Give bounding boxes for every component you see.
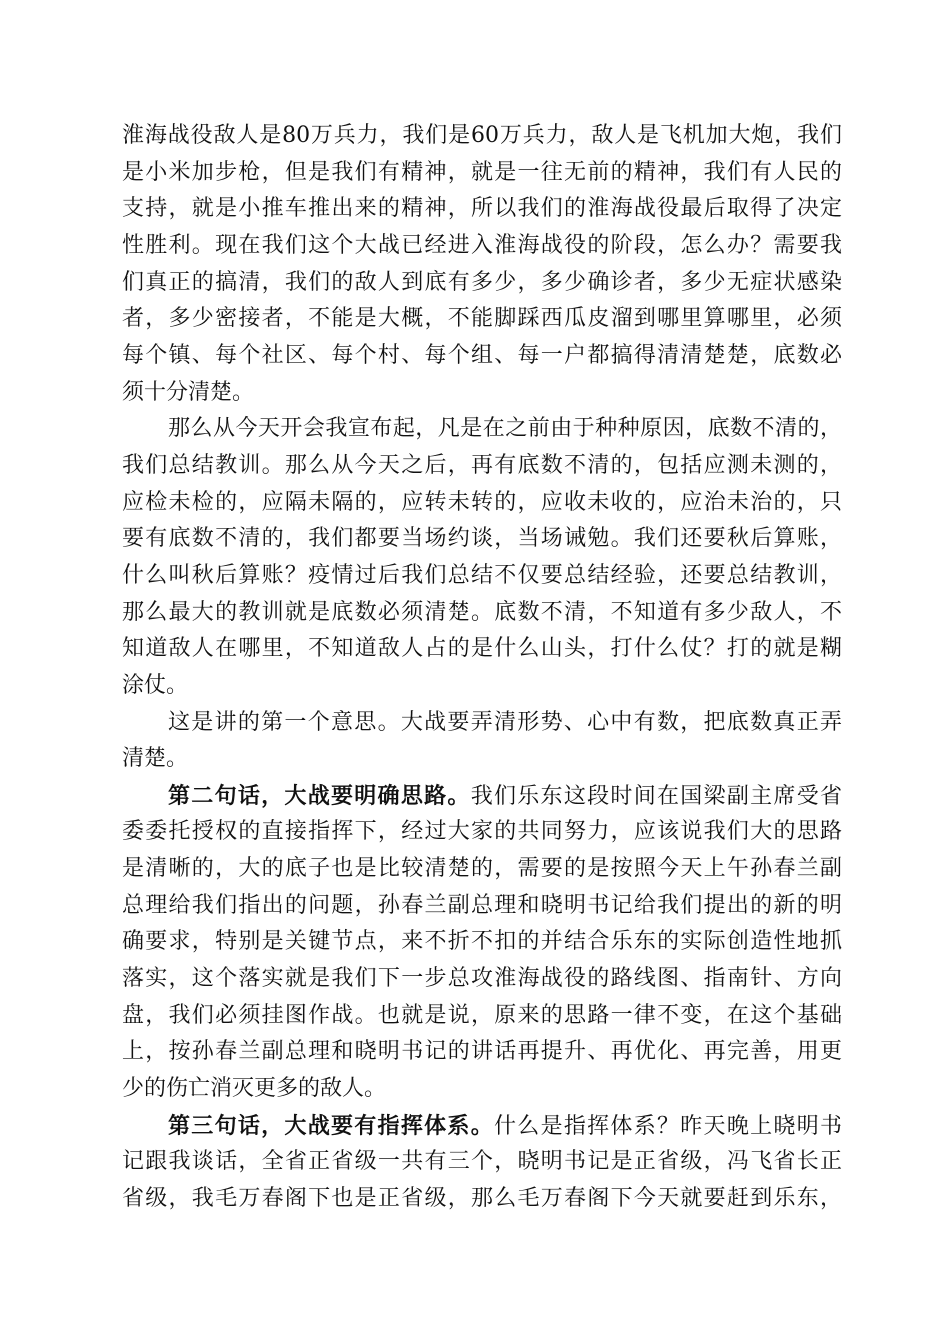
line-text: 要有底数不清的，我们都要当场约谈，当场诫勉。我们还要秋后算账， bbox=[122, 526, 842, 552]
text-line bbox=[122, 411, 842, 448]
line-text: 涂仗。 bbox=[122, 672, 189, 698]
line-text: 清楚。 bbox=[122, 746, 189, 772]
section-heading: 第三句话，大战要有指挥体系。 bbox=[168, 1112, 494, 1139]
line-text: 知道敌人在哪里，不知道敌人占的是什么山头，打什么仗？打的就是糊 bbox=[122, 636, 842, 662]
line-text: 落实，这个落实就是我们下一步总攻淮海战役的路线图、指南针、方向 bbox=[122, 966, 842, 992]
text-line bbox=[122, 1181, 842, 1218]
line-text: 性胜利。现在我们这个大战已经进入淮海战役的阶段，怎么办？需要我 bbox=[122, 232, 842, 258]
line-text: 盘，我们必须挂图作战。也就是说，原来的思路一律不变，在这个基础 bbox=[122, 1002, 842, 1028]
text-line bbox=[122, 228, 842, 265]
line-text: 什么是指挥体系？昨天晚上晓明书 bbox=[494, 1113, 842, 1139]
text-line bbox=[122, 1108, 842, 1145]
text-line bbox=[122, 485, 842, 522]
text-line bbox=[122, 741, 842, 778]
line-text: 什么叫秋后算账？疫情过后我们总结不仅要总结经验，还要总结教训， bbox=[122, 562, 842, 588]
text-line bbox=[122, 1034, 842, 1071]
text-line bbox=[122, 155, 842, 192]
line-text: 少的伤亡消灭更多的敌人。 bbox=[122, 1076, 387, 1102]
line-text: 这是讲的第一个意思。大战要弄清形势、心中有数，把底数真正弄 bbox=[168, 709, 842, 735]
line-text: 我们总结教训。那么从今天之后，再有底数不清的，包括应测未测的， bbox=[122, 452, 842, 478]
text-line bbox=[122, 814, 842, 851]
line-text: 我们乐东这段时间在国梁副主席受省 bbox=[470, 783, 842, 809]
document-body bbox=[122, 118, 842, 1218]
section-heading: 第二句话，大战要明确思路。 bbox=[168, 782, 471, 809]
line-text: 是小米加步枪，但是我们有精神，就是一往无前的精神，我们有人民的 bbox=[122, 159, 842, 185]
line-text: 上，按孙春兰副总理和晓明书记的讲话再提升、再优化、再完善，用更 bbox=[122, 1039, 842, 1065]
line-text: 淮海战役敌人是80万兵力，我们是60万兵力，敌人是飞机加大炮，我们 bbox=[122, 123, 842, 148]
text-line bbox=[122, 851, 842, 888]
line-text: 应检未检的，应隔未隔的，应转未转的，应收未收的，应治未治的，只 bbox=[122, 489, 842, 515]
text-line bbox=[122, 448, 842, 485]
text-line bbox=[122, 924, 842, 961]
text-line bbox=[122, 595, 842, 632]
line-text: 那么最大的教训就是底数必须清楚。底数不清，不知道有多少敌人，不 bbox=[122, 599, 842, 625]
paragraph bbox=[122, 705, 842, 778]
text-line bbox=[122, 1071, 842, 1108]
paragraph bbox=[122, 411, 842, 704]
text-line bbox=[122, 118, 842, 155]
line-text: 记跟我谈话，全省正省级一共有三个，晓明书记是正省级，冯飞省长正 bbox=[122, 1149, 842, 1175]
line-text: 者，多少密接者，不能是大概，不能脚踩西瓜皮溜到哪里算哪里，必须 bbox=[122, 306, 842, 332]
text-line bbox=[122, 1144, 842, 1181]
line-text: 省级，我毛万春阁下也是正省级，那么毛万春阁下今天就要赶到乐东， bbox=[122, 1186, 842, 1212]
text-line bbox=[122, 375, 842, 412]
text-line bbox=[122, 265, 842, 302]
line-text: 每个镇、每个社区、每个村、每个组、每一户都搞得清清楚楚，底数必 bbox=[122, 342, 842, 368]
line-text: 那么从今天开会我宣布起，凡是在之前由于种种原因，底数不清的， bbox=[168, 416, 842, 442]
text-line bbox=[122, 998, 842, 1035]
text-line bbox=[122, 961, 842, 998]
text-line bbox=[122, 301, 842, 338]
line-text: 委委托授权的直接指挥下，经过大家的共同努力，应该说我们大的思路 bbox=[122, 819, 842, 845]
text-line bbox=[122, 191, 842, 228]
line-text: 是清晰的，大的底子也是比较清楚的，需要的是按照今天上午孙春兰副 bbox=[122, 856, 842, 882]
text-line bbox=[122, 631, 842, 668]
line-text: 支持，就是小推车推出来的精神，所以我们的淮海战役最后取得了决定 bbox=[122, 196, 842, 222]
paragraph bbox=[122, 1108, 842, 1218]
text-line bbox=[122, 888, 842, 925]
line-text: 们真正的搞清，我们的敌人到底有多少，多少确诊者，多少无症状感染 bbox=[122, 269, 842, 295]
text-line bbox=[122, 338, 842, 375]
text-line bbox=[122, 558, 842, 595]
line-text: 总理给我们指出的问题，孙春兰副总理和晓明书记给我们提出的新的明 bbox=[122, 892, 842, 918]
text-line bbox=[122, 521, 842, 558]
line-text: 须十分清楚。 bbox=[122, 379, 255, 405]
paragraph bbox=[122, 778, 842, 1108]
text-line bbox=[122, 705, 842, 742]
text-line bbox=[122, 778, 842, 815]
paragraph bbox=[122, 118, 842, 411]
line-text: 确要求，特别是关键节点，来不折不扣的并结合乐东的实际创造性地抓 bbox=[122, 929, 842, 955]
text-line bbox=[122, 668, 842, 705]
